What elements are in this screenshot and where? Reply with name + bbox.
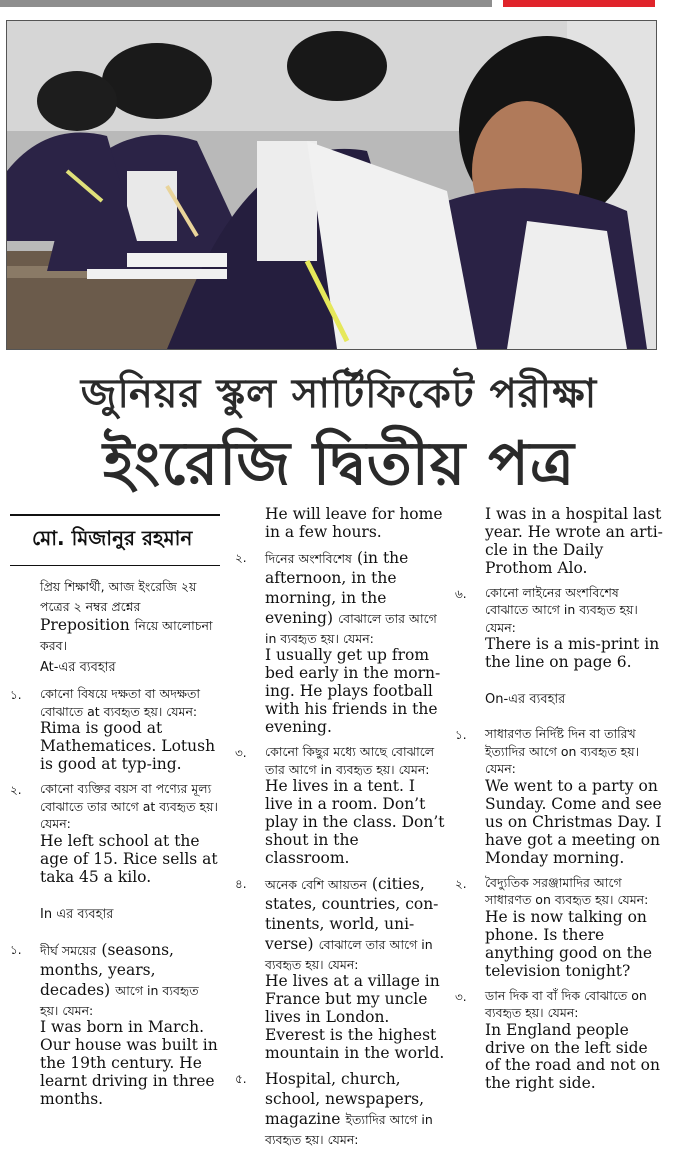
- article-column-3: [455, 506, 665, 1161]
- item-rule-bn: কোনো কিছুর মধ্যে আছে বোঝালে তার আগে in ব্যবহৃত হয়। যেমন:: [265, 744, 435, 777]
- item-number: ৬.: [455, 586, 467, 601]
- intro-text-bn-1: প্রিয় শিক্ষার্থী, আজ ইংরেজি ২য় পত্রের ২ নম্বর প্রশ্নের: [40, 579, 197, 614]
- continued-example-en: I was in a hospital last year. He wrote an arti-cle in the Daily Prothom Alo.: [485, 506, 663, 577]
- item-number: ৪.: [235, 877, 247, 891]
- list-item: [455, 725, 665, 867]
- item-number: ৩.: [455, 989, 467, 1004]
- item-number: ৫.: [235, 1072, 247, 1087]
- list-item: [235, 874, 445, 1063]
- list-item: [235, 1069, 445, 1148]
- author-rule-bottom: [10, 565, 220, 566]
- item-rule-bn: দীর্ঘ সময়ের: [40, 942, 97, 958]
- item-rule-bn: বৈদ্যুতিক সরঞ্জামাদির আগে সাধারণত on ব্যবহৃত হয়। যেমন:: [485, 874, 649, 908]
- item-number: ১.: [10, 688, 22, 703]
- author-byline: মো. মিজানুর রহমান: [32, 526, 193, 550]
- item-example-en: He lives at a village in France but my uncle lives in London. Everest is the highest mountain in the world.: [265, 972, 445, 1063]
- article-column-2: [235, 506, 445, 1161]
- item-rule-en: Hospital, church, school, newspapers, magazine: [265, 1070, 425, 1129]
- top-rule-red: [503, 0, 655, 7]
- list-item: [10, 940, 220, 1109]
- continued-example-en: He will leave for home in a few hours.: [265, 506, 443, 541]
- item-rule-bn: কোনো বিষয়ে দক্ষতা বা অদক্ষতা বোঝাতে at ব্যবহৃত হয়। যেমন:: [40, 686, 201, 719]
- item-rule-bn: কোনো লাইনের অংশবিশেষ বোঝাতে আগে in ব্যবহৃত হয়। যেমন:: [485, 584, 638, 635]
- item-rule-bn-tail: আগে in ব্যবহৃত হয়। যেমন:: [40, 982, 199, 1018]
- item-rule-bn-tail: ইত্যাদির আগে in ব্যবহৃত হয়। যেমন:: [265, 1112, 433, 1148]
- item-rule-bn: ডান দিক বা বাঁ দিক বোঝাতে on ব্যবহৃত হয়। যেমন:: [485, 987, 647, 1021]
- item-rule-en: (seasons, months, years, decades): [40, 940, 174, 999]
- item-number: ৩.: [235, 746, 247, 761]
- list-item: [10, 685, 220, 774]
- item-number: ২.: [455, 876, 467, 891]
- intro-paragraph: [10, 576, 220, 654]
- top-rule-grey: [0, 0, 492, 7]
- item-example-en: I was born in March. Our house was built in the 19th century. He learnt driving in three months.: [40, 1018, 218, 1109]
- item-number: ১.: [455, 728, 467, 743]
- headline-line-1: জুনিয়র স্কুল সার্টিফিকেট পরীক্ষা: [80, 371, 598, 417]
- list-item: [455, 584, 665, 672]
- item-number: ২.: [10, 783, 22, 798]
- item-rule-bn: অনেক বেশি আয়তন: [265, 877, 367, 892]
- item-example-en: He lives in a tent. I live in a room. Don’t play in the class. Don’t shout in the classroom.: [265, 777, 445, 868]
- article-column-1: [10, 506, 220, 1161]
- item-rule-bn: কোনো ব্যক্তির বয়স বা পণ্যের মূল্য বোঝাতে তার আগে at ব্যবহৃত হয়। যেমন:: [40, 781, 218, 832]
- item-example-en: Rima is good at Mathematices. Lotush is good at typ-ing.: [40, 719, 216, 774]
- section-heading-on: On-এর ব্যবহার: [485, 692, 566, 708]
- list-item: [455, 987, 665, 1094]
- item-rule-bn-tail: বোঝালে তার আগে in ব্যবহৃত হয়। যেমন:: [265, 936, 433, 972]
- list-item: [10, 780, 220, 886]
- exam-students-photo: [6, 20, 657, 350]
- list-item: [235, 548, 445, 737]
- item-rule-en: (in the afternoon, in the morning, in the evening): [265, 548, 409, 627]
- headline-line-2: ইংরেজি দ্বিতীয় পত্র: [103, 429, 575, 499]
- item-rule-bn: দিনের অংশবিশেষ: [265, 550, 352, 566]
- list-item: [455, 874, 665, 981]
- item-rule-en: (cities, states, countries, con-tinents, world, uni-verse): [265, 875, 439, 953]
- list-item: [235, 743, 445, 868]
- item-number: ১.: [10, 942, 22, 957]
- intro-text-en: Preposition: [40, 616, 130, 634]
- item-rule-bn-tail: বোঝালে তার আগে in ব্যবহৃত হয়। যেমন:: [265, 610, 437, 646]
- section-heading-at: At-এর ব্যবহার: [40, 660, 116, 676]
- item-example-en: We went to a party on Sunday. Come and see us on Christmas Day. I have got a meeting on Monday morning.: [485, 776, 662, 867]
- item-example-en: He left school at the age of 15. Rice sells at taka 45 a kilo.: [40, 831, 218, 886]
- item-rule-bn: সাধারণত নির্দিষ্ট দিন বা তারিখ ইত্যাদির আগে on ব্যবহৃত হয়। যেমন:: [485, 726, 640, 777]
- intro-text-bn-2: নিয়ে আলোচনা করব।: [40, 618, 213, 653]
- item-example-en: He is now talking on phone. Is there anything good on the television tonight?: [485, 907, 653, 980]
- section-heading-in: In এর ব্যবহার: [40, 906, 114, 922]
- item-example-en: In England people drive on the left side of the road and not on the right side.: [485, 1020, 660, 1093]
- item-example-en: I usually get up from bed early in the morn-ing. He plays football with his friends in the evening.: [265, 646, 441, 737]
- item-number: ২.: [235, 550, 247, 565]
- item-example-en: There is a mis-print in the line on page 6.: [485, 635, 660, 672]
